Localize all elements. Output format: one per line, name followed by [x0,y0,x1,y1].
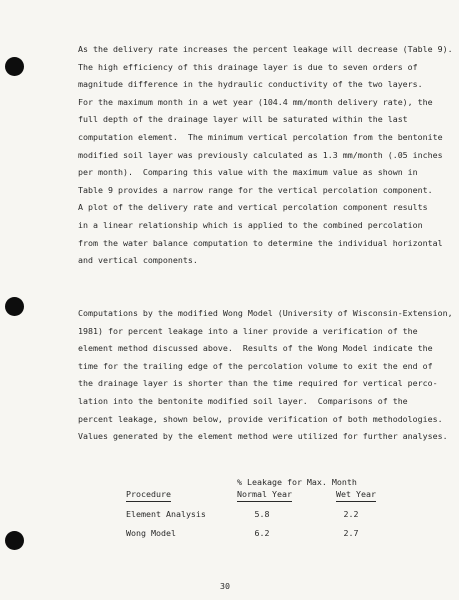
page-number: 30 [220,581,230,591]
paragraph-line: lation into the bentonite modified soil layer. Comparisons of the [78,395,408,406]
paragraph-line: the drainage layer is shorter than the time required for vertical perco- [78,378,438,389]
binder-hole-bottom [5,531,24,550]
paragraph-line: A plot of the delivery rate and vertical percolation component results [78,202,428,213]
table-cell-wet-year: 2.2 [343,509,359,519]
table-header-normal-year: Normal Year [237,489,292,502]
paragraph-line: Table 9 provides a narrow range for the vertical percolation component. [78,184,433,195]
binder-hole-top [5,57,24,76]
paragraph-line: element method discussed above. Results of the Wong Model indicate the [78,343,433,354]
paragraph-line: full depth of the drainage layer will be saturated within the last [78,114,408,125]
table-cell-wet-year: 2.7 [343,528,359,538]
paragraph-line: Values generated by the element method were utilized for further analyses. [78,431,448,442]
table-cell-procedure: Element Analysis [126,509,206,519]
paragraph-line: percent leakage, shown below, provide verification of both methodologies. [78,413,443,424]
paragraph-line: modified soil layer was previously calculated as 1.3 mm/month (.05 inches [78,149,443,160]
table-cell-normal-year: 5.8 [254,509,270,519]
paragraph-2 [78,305,453,446]
table-group-header: % Leakage for Max. Month [237,477,357,487]
table-header-procedure: Procedure [126,489,171,502]
paragraph-line: per month). Comparing this value with the maximum value as shown in [78,167,418,178]
paragraph-line: 1981) for percent leakage into a liner provide a verification of the [78,325,418,336]
paragraph-line: The high efficiency of this drainage layer is due to seven orders of [78,61,418,72]
table-cell-procedure: Wong Model [126,528,176,538]
paragraph-line: from the water balance computation to determine the individual horizontal [78,237,443,248]
paragraph-1 [78,41,453,270]
binder-hole-middle [5,297,24,316]
paragraph-line: in a linear relationship which is applied to the combined percolation [78,219,423,230]
paragraph-line: and vertical components. [78,255,198,266]
paragraph-line: magnitude difference in the hydraulic conductivity of the two layers. [78,79,423,90]
paragraph-line: Computations by the modified Wong Model (University of Wisconsin-Extension, [78,308,453,318]
paragraph-line: computation element. The minimum vertical percolation from the bentonite [78,131,443,142]
paragraph-line: time for the trailing edge of the percolation volume to exit the end of [78,360,433,371]
paragraph-line: For the maximum month in a wet year (104.4 mm/month delivery rate), the [78,96,433,107]
table-cell-normal-year: 6.2 [254,528,270,538]
paragraph-line: As the delivery rate increases the percent leakage will decrease (Table 9). [78,44,453,54]
table-header-wet-year: Wet Year [336,489,376,502]
